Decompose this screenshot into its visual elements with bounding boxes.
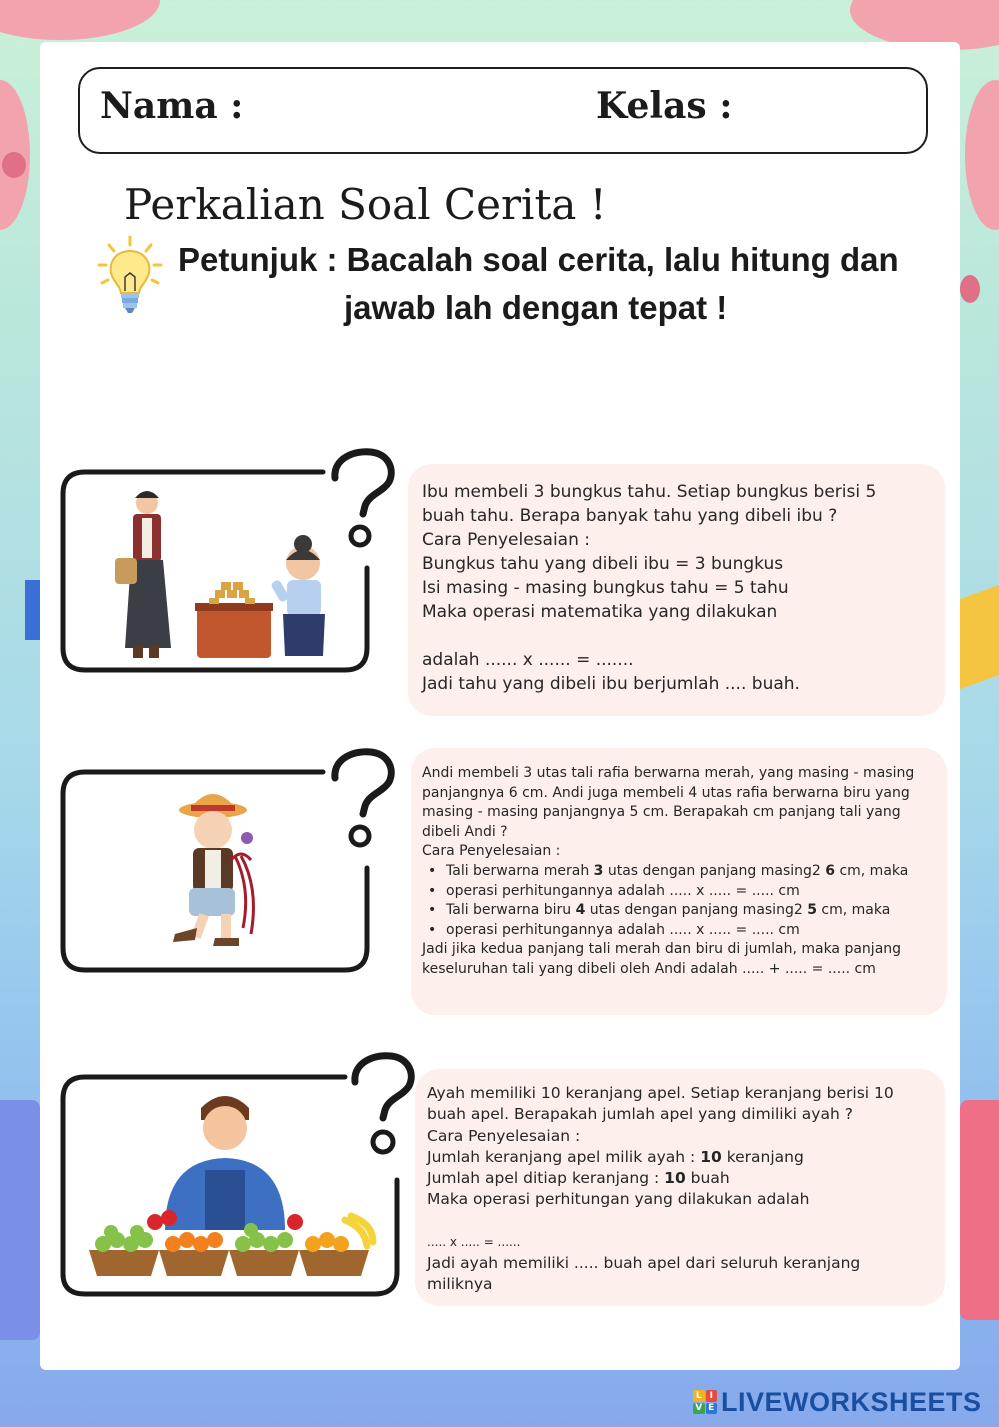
question-3-card xyxy=(415,1069,945,1306)
q1-line: Bungkus tahu yang dibeli ibu = 3 bungkus xyxy=(422,554,784,574)
q2-line: Cara Penyelesaian : xyxy=(422,843,561,860)
q2-bullet-blue: • Tali berwarna biru 4 utas dengan panjang masing2 5 cm, maka xyxy=(422,901,947,921)
q1-answer-blank: adalah ...... x ...... = ....... xyxy=(422,650,634,670)
decor-ruler-right xyxy=(960,581,999,689)
decor-shape-bottom-right xyxy=(960,1100,999,1320)
question-3-illustration xyxy=(55,1050,425,1300)
lightbulb-icon xyxy=(97,235,163,321)
q1-line: Cara Penyelesaian : xyxy=(422,530,590,550)
liveworksheets-logo-text: LIVEWORKSHEETS xyxy=(721,1386,982,1417)
decor-dot-right xyxy=(960,275,980,303)
q1-line: Isi masing - masing bungkus tahu = 5 tahu xyxy=(422,578,789,598)
q2-line: Andi membeli 3 utas tali rafia berwarna merah, yang masing - masing xyxy=(422,765,915,781)
q2-line: keseluruhan tali yang dibeli oleh Andi adalah ..... + ..... = ..... cm xyxy=(422,960,876,977)
q3-line: Jadi ayah memiliki ..... buah apel dari seluruh keranjang xyxy=(427,1254,861,1273)
liveworksheets-logo[interactable] xyxy=(693,1387,982,1417)
q3-line: Jumlah apel ditiap keranjang : 10 buah xyxy=(427,1169,730,1188)
question-1-illustration xyxy=(55,448,400,680)
q3-line: Jumlah keranjang apel milik ayah : 10 keranjang xyxy=(427,1147,804,1166)
question-1-card xyxy=(408,464,945,716)
question-2-card xyxy=(411,748,947,1015)
q1-line: Ibu membeli 3 bungkus tahu. Setiap bungkus berisi 5 xyxy=(422,482,877,502)
q2-bullet-blue-answer: • operasi perhitungannya adalah ..... x ..... = ..... cm xyxy=(422,921,947,941)
q2-bullet-list xyxy=(422,862,947,940)
q3-line: Maka operasi perhitungan yang dilakukan adalah xyxy=(427,1190,810,1209)
class-label: Kelas : xyxy=(596,85,733,127)
q2-bullet-red-answer: • operasi perhitungannya adalah ..... x ..... = ..... cm xyxy=(422,882,947,902)
q3-line: miliknya xyxy=(427,1275,493,1294)
decor-dot-left xyxy=(2,152,26,178)
question-2-illustration xyxy=(55,748,400,980)
q3-answer-blank: ..... x ..... = ...... xyxy=(427,1234,521,1249)
instruction-line-1: Petunjuk : Bacalah soal cerita, lalu hitung dan xyxy=(178,241,899,278)
q1-line: buah tahu. Berapa banyak tahu yang dibeli ibu ? xyxy=(422,506,838,526)
q2-line: Jadi jika kedua panjang tali merah dan biru di jumlah, maka panjang xyxy=(422,941,902,958)
decor-shape-bottom-left xyxy=(0,1100,40,1340)
page-title: Perkalian Soal Cerita ! xyxy=(124,180,607,229)
decor-blob-top-left xyxy=(0,0,160,40)
instruction-line-2: jawab lah dengan tepat ! xyxy=(344,289,728,326)
q3-line: Cara Penyelesaian : xyxy=(427,1126,581,1145)
q3-line: buah apel. Berapakah jumlah apel yang dimiliki ayah ? xyxy=(427,1105,853,1124)
liveworksheets-logo-icon: L I V E xyxy=(693,1390,717,1414)
q2-line: panjangnya 6 cm. Andi juga membeli 4 utas rafia berwarna biru yang xyxy=(422,784,910,801)
q2-line: dibeli Andi ? xyxy=(422,823,508,840)
q3-line: Ayah memiliki 10 keranjang apel. Setiap keranjang berisi 10 xyxy=(427,1084,894,1102)
q1-line: Jadi tahu yang dibeli ibu berjumlah .... buah. xyxy=(422,674,800,694)
q2-line: masing - masing panjangnya 5 cm. Berapakah cm panjang tali yang xyxy=(422,804,901,821)
q1-line: Maka operasi matematika yang dilakukan xyxy=(422,602,778,622)
q2-bullet-red: • Tali berwarna merah 3 utas dengan panjang masing2 6 cm, maka xyxy=(422,862,947,882)
decor-blob-right xyxy=(965,80,999,230)
student-info-box xyxy=(78,67,928,154)
name-label: Nama : xyxy=(100,85,244,127)
